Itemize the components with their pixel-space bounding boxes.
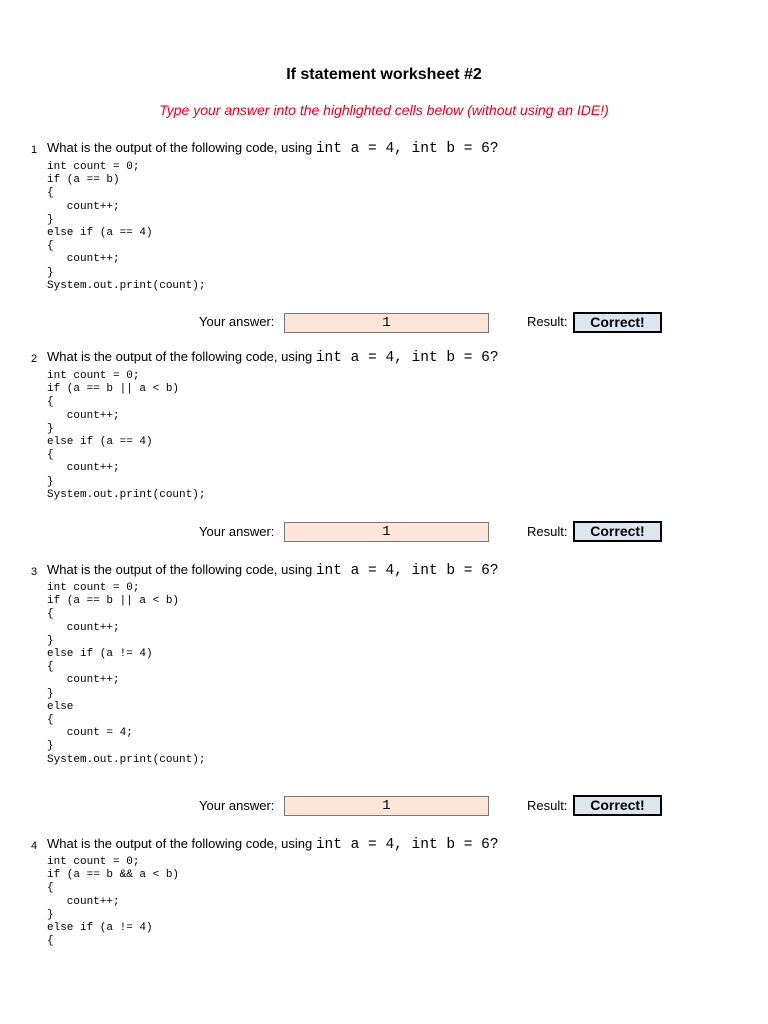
instructions: Type your answer into the highlighted cells below (without using an IDE!) [159,102,609,118]
question-2-number: 2 [31,353,38,365]
question-4-code: int count = 0; if (a == b && a < b) { count++; } else if (a != 4) { [47,856,180,948]
question-prompt: What is the output of the following code, using [47,140,316,155]
question-4-text [47,836,499,853]
question-vars: int a = 4, int b = 6? [315,563,499,579]
answer-1-cell[interactable]: 1 [284,313,489,333]
result-1-cell: Correct! [573,312,662,333]
question-vars: int a = 4, int b = 6? [315,141,499,157]
worksheet-title: If statement worksheet #2 [286,66,482,83]
result-3-cell: Correct! [573,795,662,816]
result-label: Result: [527,314,568,329]
answer-label: Your answer: [199,524,275,539]
result-label: Result: [527,798,568,813]
question-1-number: 1 [31,144,38,156]
result-label: Result: [527,524,568,539]
question-prompt: What is the output of the following code, using [47,349,316,364]
answer-label: Your answer: [199,798,275,813]
answer-label: Your answer: [199,314,275,329]
result-2-cell: Correct! [573,521,662,542]
question-vars: int a = 4, int b = 6? [315,350,499,366]
question-prompt: What is the output of the following code, using [47,836,316,851]
question-prompt: What is the output of the following code, using [47,562,316,577]
question-2-text [47,349,499,366]
answer-2-cell[interactable]: 1 [284,522,489,542]
answer-3-cell[interactable]: 1 [284,796,489,816]
question-vars: int a = 4, int b = 6? [315,837,499,853]
question-4-number: 4 [31,840,38,852]
question-1-code: int count = 0; if (a == b) { count++; } else if (a == 4) { count++; } System.out.print(count); [47,161,206,292]
question-2-code: int count = 0; if (a == b || a < b) { count++; } else if (a == 4) { count++; } System.out.print(count); [47,370,206,501]
question-1-text [47,140,499,157]
question-3-code: int count = 0; if (a == b || a < b) { count++; } else if (a != 4) { count++; } else { count = 4; } System.out.print(count); [47,582,206,766]
question-3-number: 3 [31,566,38,578]
question-3-text [47,562,499,579]
